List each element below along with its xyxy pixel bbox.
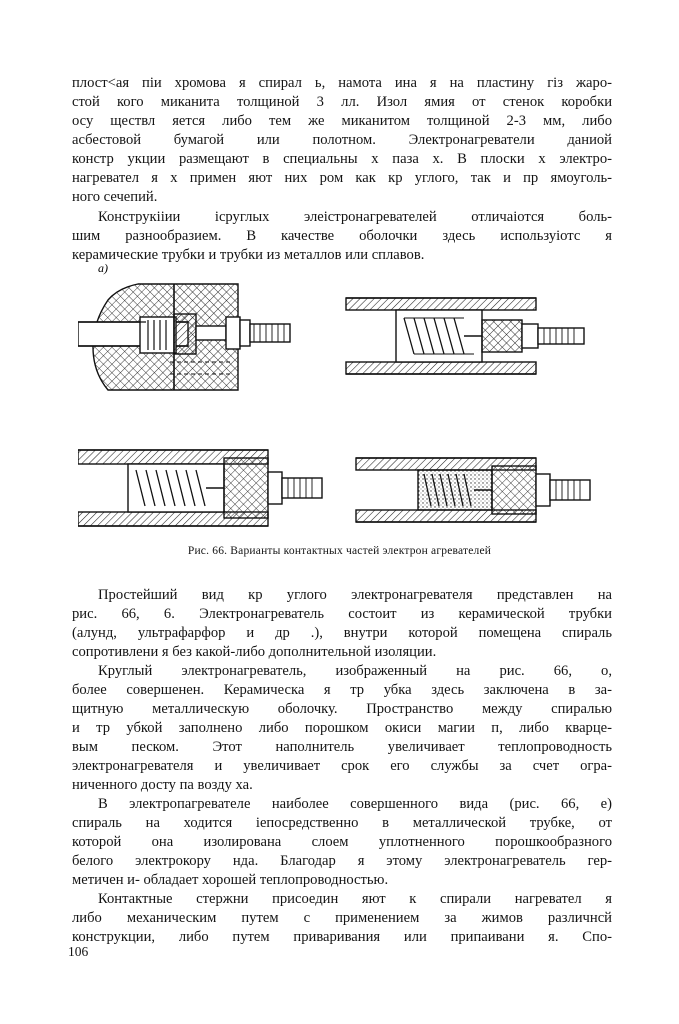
- text-line: стой кого миканита толщиной 3 лл. Изол ямия от стенок коробки: [72, 94, 612, 110]
- text-line: В электропагревателе наиболее совершенного вида (рис. 66, е): [98, 796, 612, 812]
- figure-caption: Рис. 66. Варианты контактных частей электрон агревателей: [187, 545, 492, 557]
- figure-label-a: а): [98, 262, 108, 275]
- text-line: рис. 66, 6. Электронагреватель состоит из керамической трубки: [72, 606, 612, 622]
- text-line: ниченного досту па возду ха.: [72, 777, 253, 793]
- text-line: (алунд, ультрафарфор и др .), внутри которой помещена спираль: [72, 625, 612, 641]
- text-line: асбестовой бумагой или полотном. Электронагреватели даниой: [72, 132, 612, 148]
- text-line: Контактные стержни присоедин яют к спирали нагревател я: [98, 891, 612, 907]
- text-line: спираль на ходится iепосредственно в металлической трубке, от: [72, 815, 612, 831]
- text-line: либо механическим путем с применением за жимов различнсй: [72, 910, 612, 926]
- text-line: нагревател я х примен яют них ром как кр углого, так и пр ямоуголь-: [72, 170, 612, 186]
- text-line: электронагревателя и увеличивает срок его службы за счет огра-: [72, 758, 612, 774]
- paragraph-bottom-2: [72, 662, 612, 795]
- text-line: ного сечепий.: [72, 189, 158, 205]
- diagram-d: [356, 458, 590, 522]
- text-line: вым песком. Этот наполнитель увеличивает теплопроводность: [72, 739, 612, 755]
- diagram-b: [346, 298, 584, 374]
- text-line: Круглый электронагреватель, изображенный на рис. 66, о,: [98, 663, 612, 679]
- figure-66: [78, 262, 598, 544]
- text-line: сопротивлени я без какой-либо дополнительной изоляции.: [72, 644, 437, 660]
- diagram-c: [78, 450, 322, 526]
- text-line: метичен и- обладает хорошей теплопроводностью.: [72, 872, 389, 888]
- text-line: конструкции, либо путем приваривания или припаивани я. Спо-: [72, 929, 612, 945]
- text-line: и тр убкой заполнено либо порошком окиси магии п, либо кварце-: [72, 720, 612, 736]
- text-line: керамические трубки и трубки из металлов или сплавов.: [72, 247, 425, 263]
- paragraph-top-2: [72, 208, 612, 265]
- text-line: щитную металлическую оболочку. Пространство между спиралью: [72, 701, 612, 717]
- page-number: 106: [68, 944, 89, 959]
- text-line: белого электрокору нда. Благодар я этому электронагреватель гер-: [72, 853, 612, 869]
- text-line: Конструкiiии iсруглых элеiстронагревателей отличаiотся боль-: [98, 209, 612, 225]
- text-line: шим разнообразием. В качестве оболочки здесь используiотс я: [72, 228, 612, 244]
- paragraph-top-1: [72, 74, 612, 207]
- text-line: плост<ая пiи хромова я спирал ь, намота ина я на пластину гiз жаро-: [72, 75, 612, 91]
- diagram-a: [78, 284, 290, 390]
- heater-diagrams: [78, 262, 598, 544]
- text-line: более совершенен. Керамическа я тр убка здесь заключена в за-: [72, 682, 612, 698]
- text-line: констр укции размещают в специальны х паза х. В плоски х электро-: [72, 151, 612, 167]
- paragraph-bottom-3: [72, 795, 612, 890]
- text-line: которой она изолирована слоем уплотненного порошкообразного: [72, 834, 612, 850]
- text-line: Простейший вид кр углого электронагревателя представлен на: [98, 587, 612, 603]
- paragraph-bottom-4: [72, 890, 612, 947]
- text-line: осу ществл яется либо тем же миканитом толщиной 2-3 мм, либо: [72, 113, 612, 129]
- paragraph-bottom-1: [72, 586, 612, 662]
